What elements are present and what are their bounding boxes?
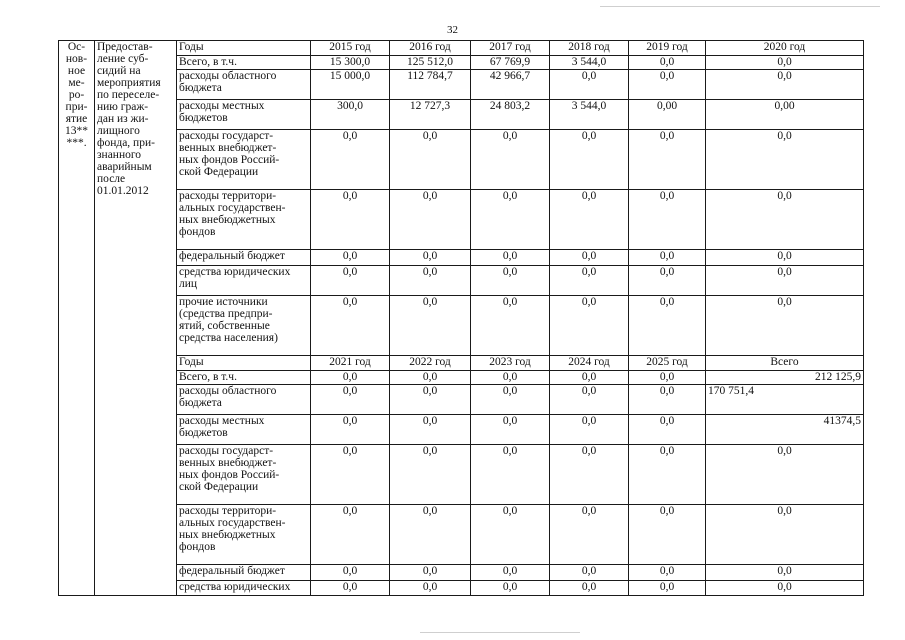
value-cell: 0,0	[390, 385, 471, 415]
value-cell: 0,00	[629, 100, 706, 130]
table-row	[59, 190, 864, 250]
table-row	[59, 565, 864, 581]
value-cell: 0,0	[311, 385, 390, 415]
value-cell: 0,0	[550, 266, 629, 296]
value-cell: 0,0	[311, 565, 390, 581]
value-cell: 125 512,0	[390, 56, 471, 70]
measure-code-cell: Ос- нов- ное ме- ро- при- ятие 13** ***.	[59, 41, 95, 596]
value-cell: 0,0	[629, 266, 706, 296]
value-cell: 0,0	[550, 70, 629, 100]
value-cell: 0,0	[706, 445, 864, 505]
value-cell: 300,0	[311, 100, 390, 130]
value-cell: 0,0	[471, 130, 550, 190]
table-row	[59, 581, 864, 596]
value-cell: 0,0	[629, 371, 706, 385]
value-cell: 3 544,0	[550, 100, 629, 130]
value-cell: 0,0	[390, 296, 471, 356]
value-cell: 0,0	[550, 445, 629, 505]
value-cell: 3 544,0	[550, 56, 629, 70]
year-header-cell: 2020 год	[706, 41, 864, 56]
row-label: расходы государст- венных внебюджет- ных фондов Россий- ской Федерации	[177, 130, 311, 190]
value-cell: 0,0	[550, 415, 629, 445]
year-header-cell: 2019 год	[629, 41, 706, 56]
row-label: федеральный бюджет	[177, 250, 311, 266]
value-cell: 0,0	[706, 505, 864, 565]
value-cell: 0,0	[629, 130, 706, 190]
value-cell: 0,0	[550, 130, 629, 190]
year-header-cell: 2025 год	[629, 356, 706, 371]
row-label: Всего, в т.ч.	[177, 371, 311, 385]
value-cell: 0,0	[629, 190, 706, 250]
value-cell: 0,0	[311, 266, 390, 296]
value-cell: 0,0	[550, 505, 629, 565]
year-header-cell: 2017 год	[471, 41, 550, 56]
value-cell: 0,0	[629, 445, 706, 505]
value-cell: 0,0	[311, 505, 390, 565]
row-label: расходы областного бюджета	[177, 385, 311, 415]
value-cell: 212 125,9	[706, 371, 864, 385]
table-row	[59, 505, 864, 565]
value-cell: 0,0	[706, 70, 864, 100]
value-cell: 0,0	[390, 445, 471, 505]
table-body	[59, 41, 864, 596]
value-cell: 0,0	[471, 250, 550, 266]
table-row	[59, 56, 864, 70]
row-label: расходы местных бюджетов	[177, 415, 311, 445]
value-cell: 0,0	[706, 581, 864, 596]
value-cell: 0,0	[390, 581, 471, 596]
year-header-cell: 2023 год	[471, 356, 550, 371]
value-cell: 0,0	[706, 250, 864, 266]
value-cell: 0,0	[471, 415, 550, 445]
value-cell: 0,0	[390, 415, 471, 445]
value-cell: 0,0	[311, 250, 390, 266]
value-cell: 0,0	[550, 371, 629, 385]
row-label: прочие источники (средства предпри- ятий, собственные средства населения)	[177, 296, 311, 356]
value-cell: 0,0	[550, 190, 629, 250]
value-cell: 0,0	[471, 296, 550, 356]
value-cell: 112 784,7	[390, 70, 471, 100]
table-row	[59, 371, 864, 385]
value-cell: 67 769,9	[471, 56, 550, 70]
value-cell: 170 751,4	[706, 385, 864, 415]
table-row	[59, 296, 864, 356]
value-cell: 0,0	[471, 581, 550, 596]
value-cell: 0,0	[629, 505, 706, 565]
year-header-cell: 2024 год	[550, 356, 629, 371]
value-cell: 0,0	[550, 385, 629, 415]
row-label: федеральный бюджет	[177, 565, 311, 581]
value-cell: 0,0	[629, 296, 706, 356]
value-cell: 0,0	[311, 296, 390, 356]
row-label: расходы местных бюджетов	[177, 100, 311, 130]
year-header-cell: 2016 год	[390, 41, 471, 56]
page-number: 32	[447, 24, 458, 36]
value-cell: 0,0	[471, 385, 550, 415]
value-cell: 0,0	[706, 296, 864, 356]
value-cell: 0,0	[471, 505, 550, 565]
row-label: расходы государст- венных внебюджет- ных фондов Россий- ской Федерации	[177, 445, 311, 505]
year-header-cell: 2021 год	[311, 356, 390, 371]
table-row	[59, 266, 864, 296]
table-row	[59, 415, 864, 445]
value-cell: 0,0	[390, 371, 471, 385]
value-cell: 0,0	[629, 56, 706, 70]
row-label: расходы территори- альных государствен- ных внебюджетных фондов	[177, 505, 311, 565]
value-cell: 0,0	[390, 505, 471, 565]
measure-description-cell: Предостав- ление суб- сидий на мероприятия по переселе- нию граж- дан из жи- лищного фонда, при- знанного аварийным после 01.01.2012	[95, 41, 177, 596]
table-row	[59, 445, 864, 505]
table-row	[59, 130, 864, 190]
table-row	[59, 100, 864, 130]
value-cell: 0,0	[550, 581, 629, 596]
year-header-cell: Всего	[706, 356, 864, 371]
year-header-cell: 2018 год	[550, 41, 629, 56]
value-cell: 0,0	[311, 581, 390, 596]
value-cell: 0,0	[629, 581, 706, 596]
scan-edge-top	[600, 6, 880, 7]
years-header-label: Годы	[177, 41, 311, 56]
years-header-row	[59, 41, 864, 56]
value-cell: 15 300,0	[311, 56, 390, 70]
table-row	[59, 70, 864, 100]
row-label: расходы территори- альных государствен- ных внебюджетных фондов	[177, 190, 311, 250]
value-cell: 24 803,2	[471, 100, 550, 130]
value-cell: 0,0	[471, 266, 550, 296]
value-cell: 0,0	[706, 56, 864, 70]
value-cell: 15 000,0	[311, 70, 390, 100]
year-header-cell: 2022 год	[390, 356, 471, 371]
value-cell: 0,0	[629, 250, 706, 266]
value-cell: 0,0	[311, 130, 390, 190]
value-cell: 0,0	[390, 565, 471, 581]
table-row	[59, 385, 864, 415]
value-cell: 0,0	[629, 385, 706, 415]
row-label: средства юридических	[177, 581, 311, 596]
value-cell: 0,0	[390, 266, 471, 296]
value-cell: 0,0	[311, 190, 390, 250]
year-header-cell: 2015 год	[311, 41, 390, 56]
value-cell: 41374,5	[706, 415, 864, 445]
row-label: Всего, в т.ч.	[177, 56, 311, 70]
budget-table	[58, 40, 864, 596]
value-cell: 0,0	[629, 565, 706, 581]
value-cell: 0,0	[629, 415, 706, 445]
row-label: расходы областного бюджета	[177, 70, 311, 100]
value-cell: 0,0	[706, 266, 864, 296]
value-cell: 0,0	[706, 130, 864, 190]
value-cell: 0,0	[311, 415, 390, 445]
years-header-row	[59, 356, 864, 371]
value-cell: 0,00	[706, 100, 864, 130]
value-cell: 0,0	[390, 250, 471, 266]
value-cell: 0,0	[471, 371, 550, 385]
row-label: средства юридических лиц	[177, 266, 311, 296]
value-cell: 0,0	[471, 565, 550, 581]
value-cell: 0,0	[471, 445, 550, 505]
value-cell: 0,0	[390, 190, 471, 250]
value-cell: 0,0	[550, 565, 629, 581]
value-cell: 0,0	[550, 250, 629, 266]
value-cell: 0,0	[550, 296, 629, 356]
value-cell: 42 966,7	[471, 70, 550, 100]
table-row	[59, 250, 864, 266]
value-cell: 0,0	[311, 445, 390, 505]
scan-edge-bottom	[420, 632, 580, 633]
value-cell: 12 727,3	[390, 100, 471, 130]
value-cell: 0,0	[311, 371, 390, 385]
value-cell: 0,0	[706, 565, 864, 581]
value-cell: 0,0	[706, 190, 864, 250]
value-cell: 0,0	[629, 70, 706, 100]
years-header-label: Годы	[177, 356, 311, 371]
value-cell: 0,0	[471, 190, 550, 250]
value-cell: 0,0	[390, 130, 471, 190]
